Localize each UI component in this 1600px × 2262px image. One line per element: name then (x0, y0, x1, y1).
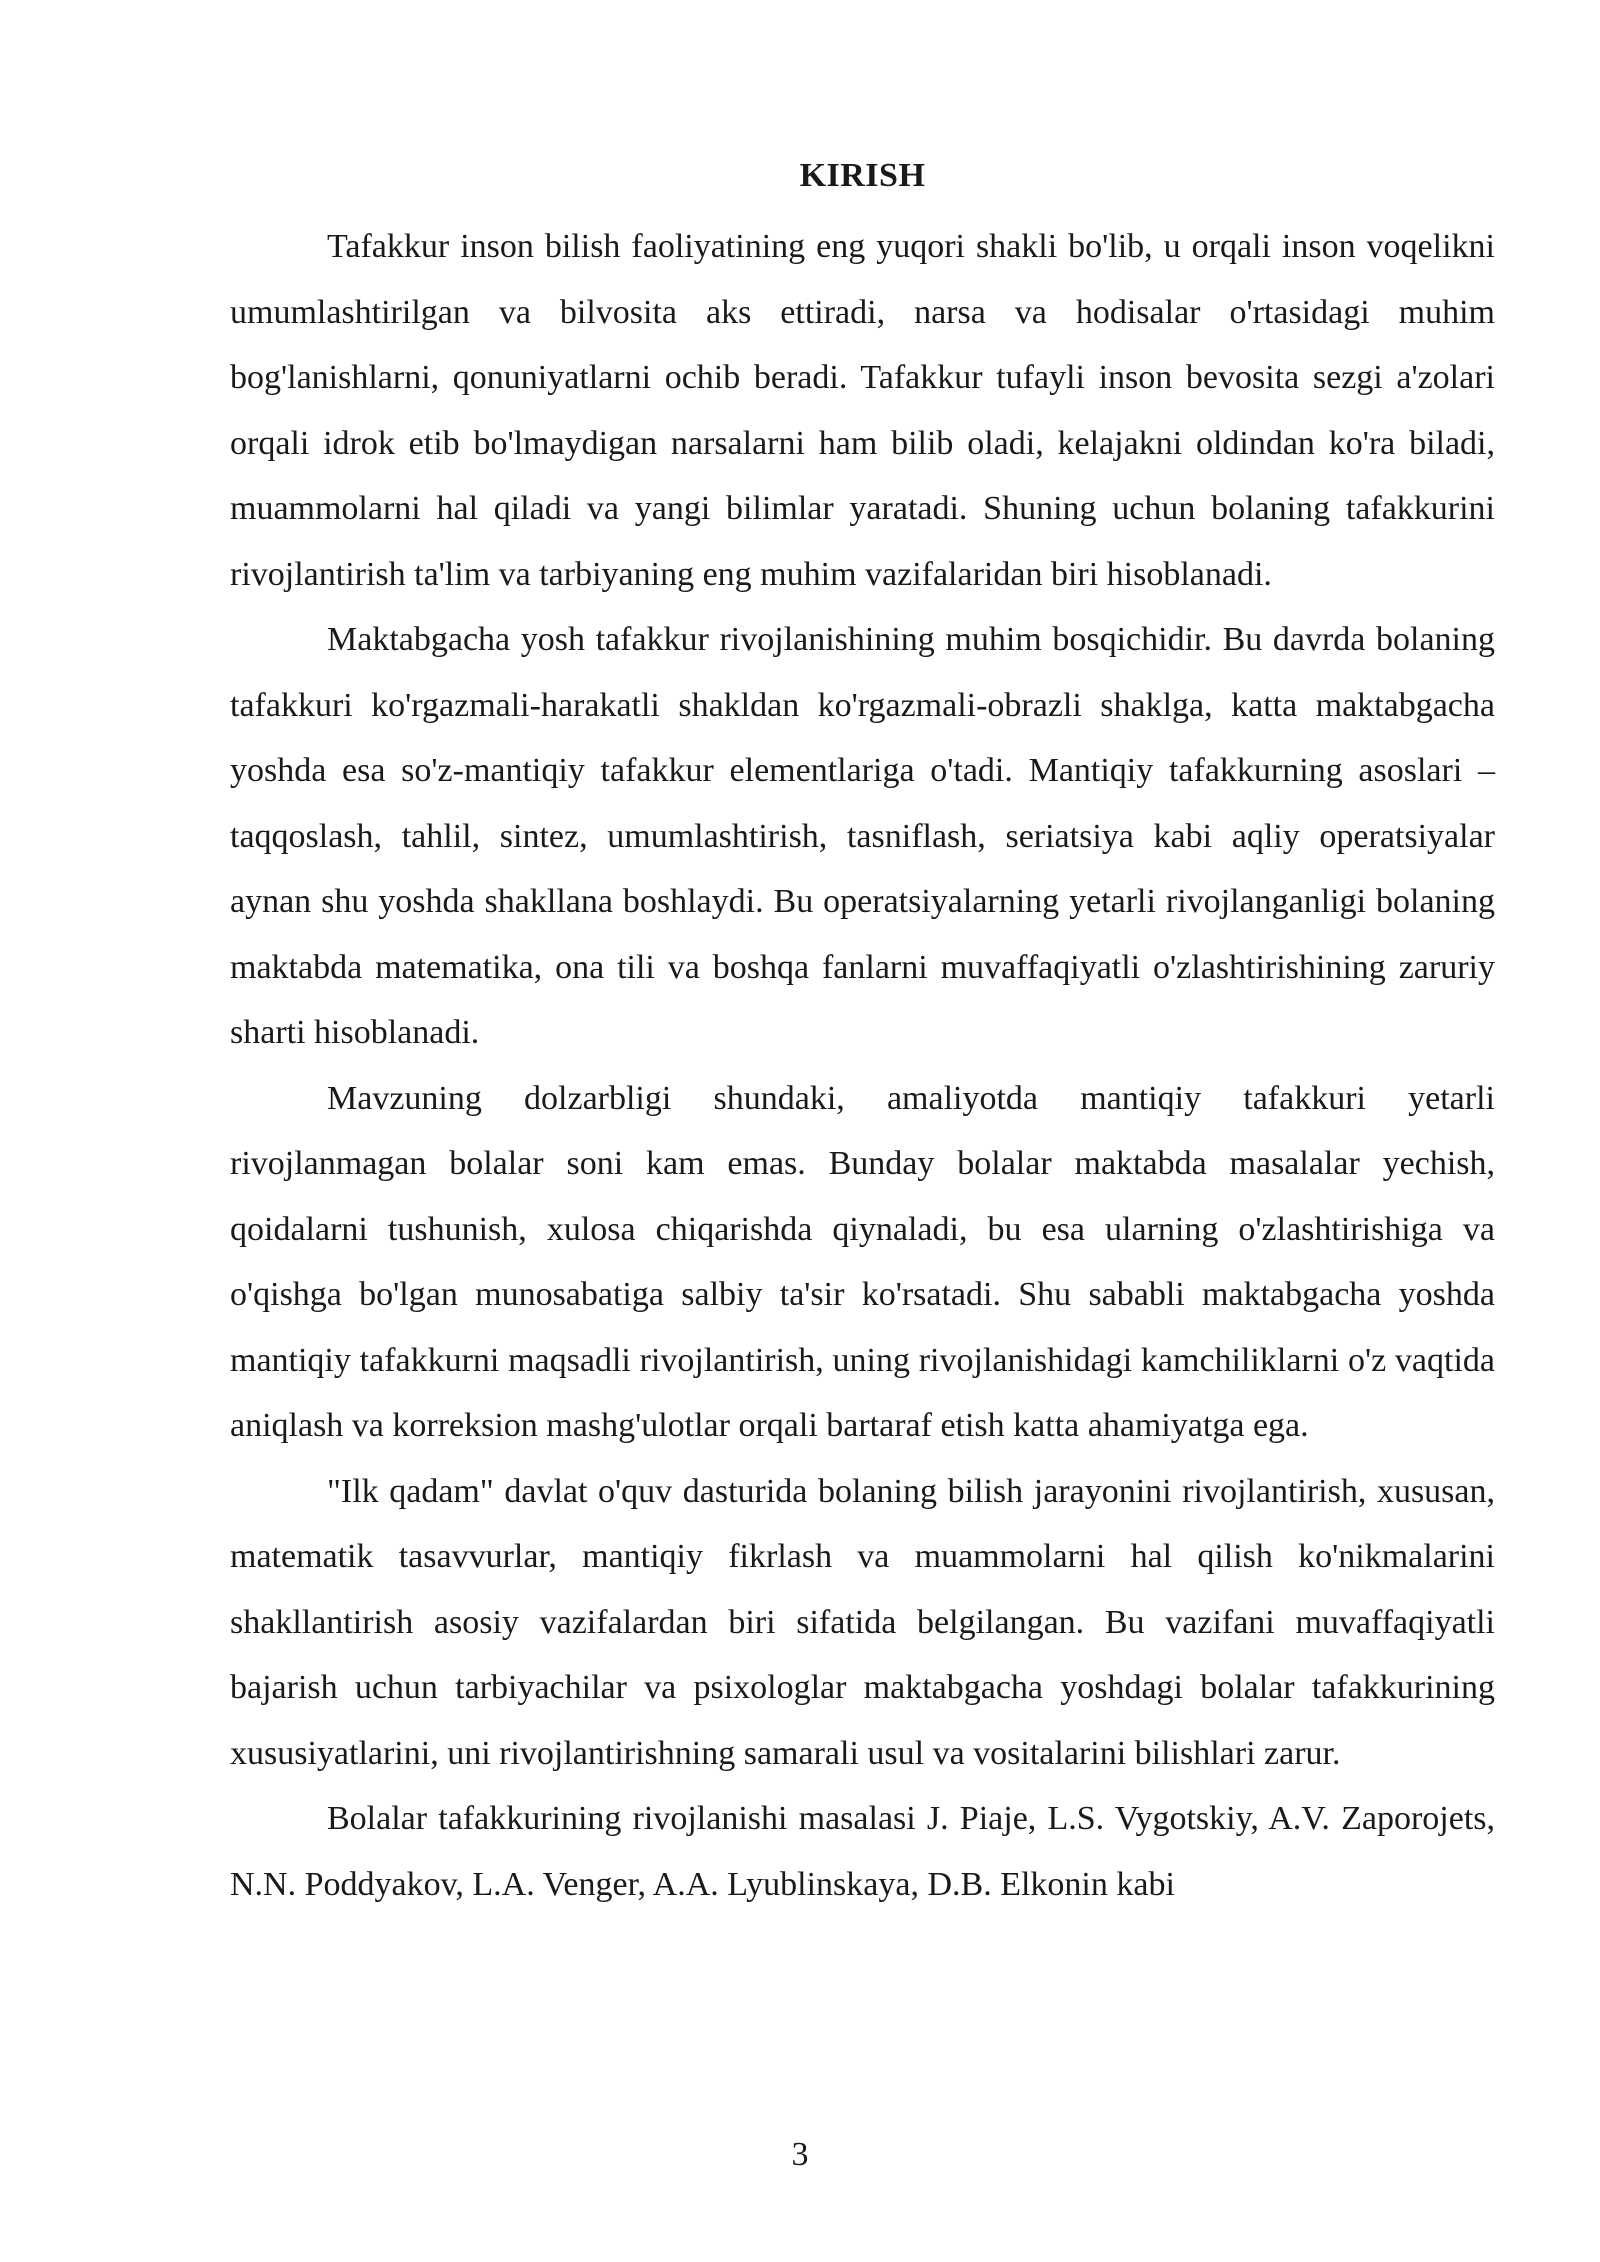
paragraph-5: Bolalar tafakkurining rivojlanishi masalasi J. Piaje, L.S. Vygotskiy, A.V. Zaporojets, N.N. Poddyakov, L.A. Venger, A.A. Lyublinskaya, D.B. Elkonin kabi (230, 1800, 1495, 1903)
paragraph-1: Tafakkur inson bilish faoliyatining eng yuqori shakli bo'lib, u orqali inson voqelikni umumlashtirilgan va bilvosita aks ettiradi, narsa va hodisalar o'rtasidagi muhim bog'lanishlarni, qonuniyatlarni ochib beradi. Tafakkur tufayli inson bevosita sezgi a'zolari orqali idrok etib bo'lmaydigan narsalarni ham bilib oladi, kelajakni oldindan ko'ra biladi, muammolarni hal qiladi va yangi bilimlar yaratadi. Shuning uchun bolaning tafakkurini rivojlantirish ta'lim va tarbiyaning eng muhim vazifalaridan biri hisoblanadi. (230, 228, 1495, 593)
page-number: 3 (791, 2136, 809, 2173)
paragraph-2: Maktabgacha yosh tafakkur rivojlanishining muhim bosqichidir. Bu davrda bolaning tafakkuri ko'rgazmali-harakatli shakldan ko'rgazmali-obrazli shaklga, katta maktabgacha yoshda esa so'z-mantiqiy tafakkur elementlariga o'tadi. Mantiqiy tafakkurning asoslari – taqqoslash, tahlil, sintez, umumlashtirish, tasniflash, seriatsiya kabi aqliy operatsiyalar aynan shu yoshda shakllana boshlaydi. Bu operatsiyalarning yetarli rivojlanganligi bolaning maktabda matematika, ona tili va boshqa fanlarni muvaffaqiyatli o'zlashtirishining zaruriy sharti hisoblanadi. (230, 621, 1495, 1051)
paragraph-3: Mavzuning dolzarbligi shundaki, amaliyotda mantiqiy tafakkuri yetarli rivojlanmagan bolalar soni kam emas. Bunday bolalar maktabda masalalar yechish, qoidalarni tushunish, xulosa chiqarishda qiynaladi, bu esa ularning o'zlashtirishiga va o'qishga bo'lgan munosabatiga salbiy ta'sir ko'rsatadi. Shu sababli maktabgacha yoshda mantiqiy tafakkurni maqsadli rivojlantirish, uning rivojlanishidagi kamchiliklarni o'z vaqtida aniqlash va korreksion mashg'ulotlar orqali bartaraf etish katta ahamiyatga ega. (230, 1079, 1495, 1444)
section-title: KIRISH (799, 157, 926, 194)
document-page (230, 150, 1495, 1917)
paragraph-4: "Ilk qadam" davlat o'quv dasturida bolaning bilish jarayonini rivojlantirish, xususan, matematik tasavvurlar, mantiqiy fikrlash va muammolarni hal qilish ko'nikmalarini shakllantirish asosiy vazifalardan biri sifatida belgilangan. Bu vazifani muvaffaqiyatli bajarish uchun tarbiyachilar va psixologlar maktabgacha yoshdagi bolalar tafakkurining xususiyatlarini, uni rivojlantirishning samarali usul va vositalarini bilishlari zarur. (230, 1472, 1495, 1772)
